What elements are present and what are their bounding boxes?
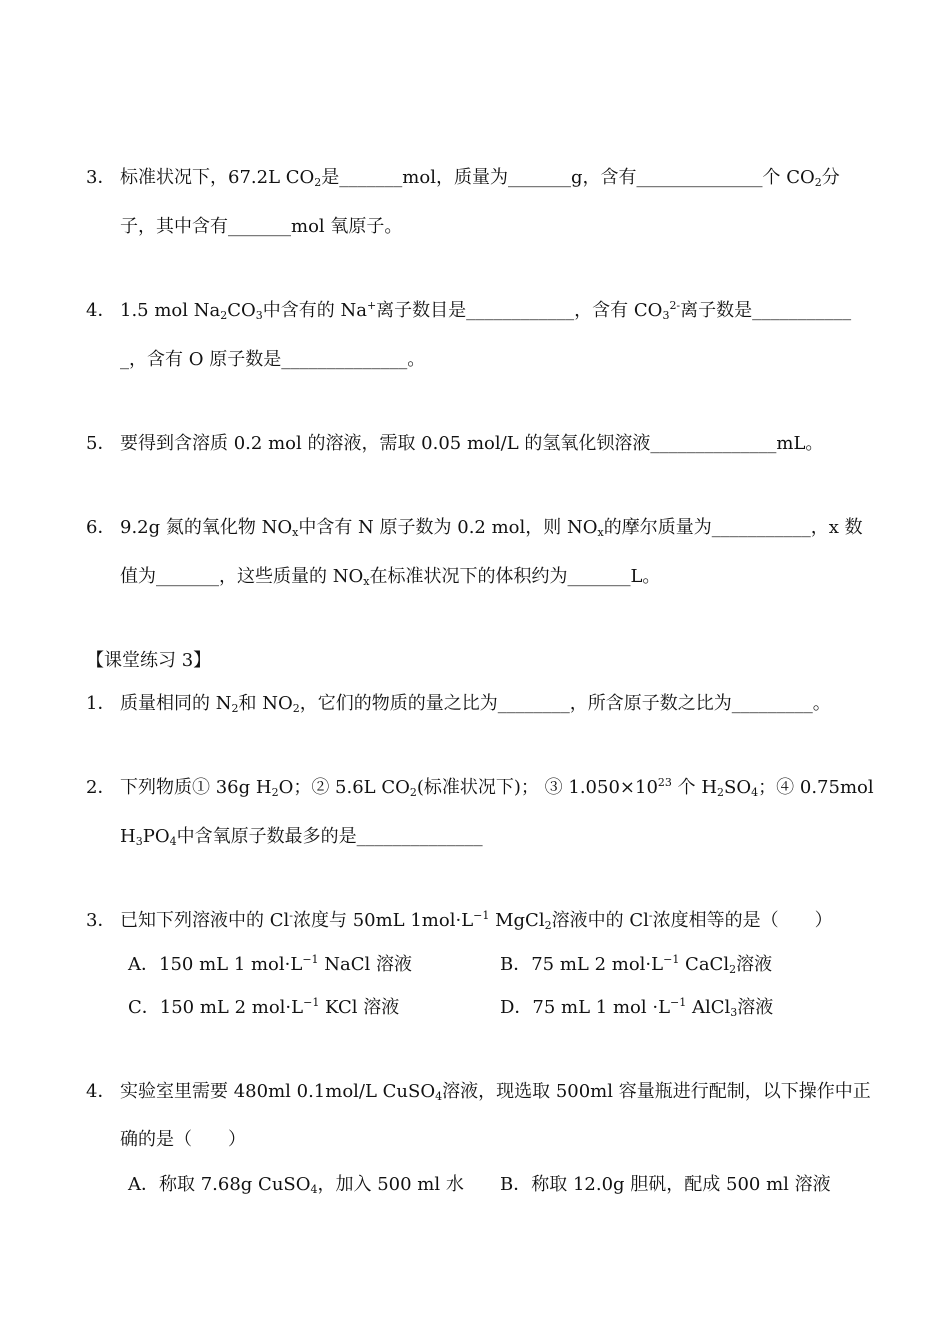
question-number: 2． bbox=[86, 777, 116, 798]
question-number: 4． bbox=[86, 1081, 116, 1102]
question-number: 6． bbox=[86, 517, 116, 538]
question-number: 4． bbox=[86, 300, 116, 321]
question-text-line: $H_3PO_4$中含氧原子数最多的是______________ bbox=[120, 826, 483, 848]
question-text-line: 要得到含溶质 0.2 mol 的溶液，需取 0.05 mol/L 的氢氧化钡溶液______________mL。 bbox=[120, 433, 824, 454]
question-number: 1． bbox=[86, 693, 116, 714]
question-text-line: 已知下列溶液中的 Cl-浓度与 50mL $1mol\cdot L^{-1}$ MgCl$_2$溶液中的 Cl-浓度相等的是（ ） bbox=[120, 909, 833, 932]
question-text-line: 1.5 mol $Na_2CO_3$中含有的 Na+离子数目是____________，含有 $CO_3^{2-}$离子数是___________ bbox=[120, 299, 852, 322]
choice-c: C．150 mL 2 $mol\cdot L^{-1}$ KCl 溶液 bbox=[128, 996, 400, 1018]
question-text-line: _，含有 O 原子数是______________。 bbox=[120, 349, 426, 370]
question-text-line: 值为_______，这些质量的 $NO_x$在标准状况下的体积约为_______L。 bbox=[120, 566, 661, 588]
choice-a: A．称取 7.68g CuSO$_4$，加入 500 ml 水 bbox=[128, 1174, 464, 1196]
question-number: 5． bbox=[86, 433, 116, 454]
question-text-line: 确的是（ ） bbox=[120, 1129, 246, 1150]
question-text-line: 下列物质① 36g $H_2O$；② 5.6L $CO_2$(标准状况下)； ③ $1.050\times 10^{23}$ 个 $H_2SO_4$；④ 0.75mol bbox=[120, 776, 874, 799]
choice-b: B．称取 12.0g 胆矾，配成 500 ml 溶液 bbox=[500, 1174, 831, 1195]
question-number: 3． bbox=[86, 910, 116, 931]
choice-d: D．75 mL 1 mol $\cdot L^{-1}$ AlCl$_3$溶液 bbox=[500, 996, 774, 1019]
question-text-line: 标准状况下，67.2L $CO_2$是_______mol，质量为_______g，含有______________个 $CO_2$分 bbox=[120, 167, 840, 189]
choice-a: A．150 mL 1 $mol\cdot L^{-1}$ NaCl 溶液 bbox=[128, 953, 413, 975]
question-text-line: 实验室里需要 480ml 0.1mol/L CuSO$_4$溶液，现选取 500ml 容量瓶进行配制，以下操作中正 bbox=[120, 1081, 871, 1103]
question-number: 3． bbox=[86, 167, 116, 188]
question-text-line: 质量相同的 $N_2$和 $NO_2$，它们的物质的量之比为________，所含原子数之比为_________。 bbox=[120, 693, 831, 715]
choice-b: B．75 mL 2 $mol\cdot L^{-1}$ CaCl$_2$溶液 bbox=[500, 953, 773, 976]
question-text-line: 子，其中含有_______mol 氧原子。 bbox=[120, 216, 403, 237]
section-heading: 【课堂练习 3】 bbox=[86, 650, 212, 671]
question-text-line: 9.2g 氮的氧化物 $NO_x$中含有 N 原子数为 0.2 mol，则 $NO_x$的摩尔质量为___________，x 数 bbox=[120, 517, 863, 539]
